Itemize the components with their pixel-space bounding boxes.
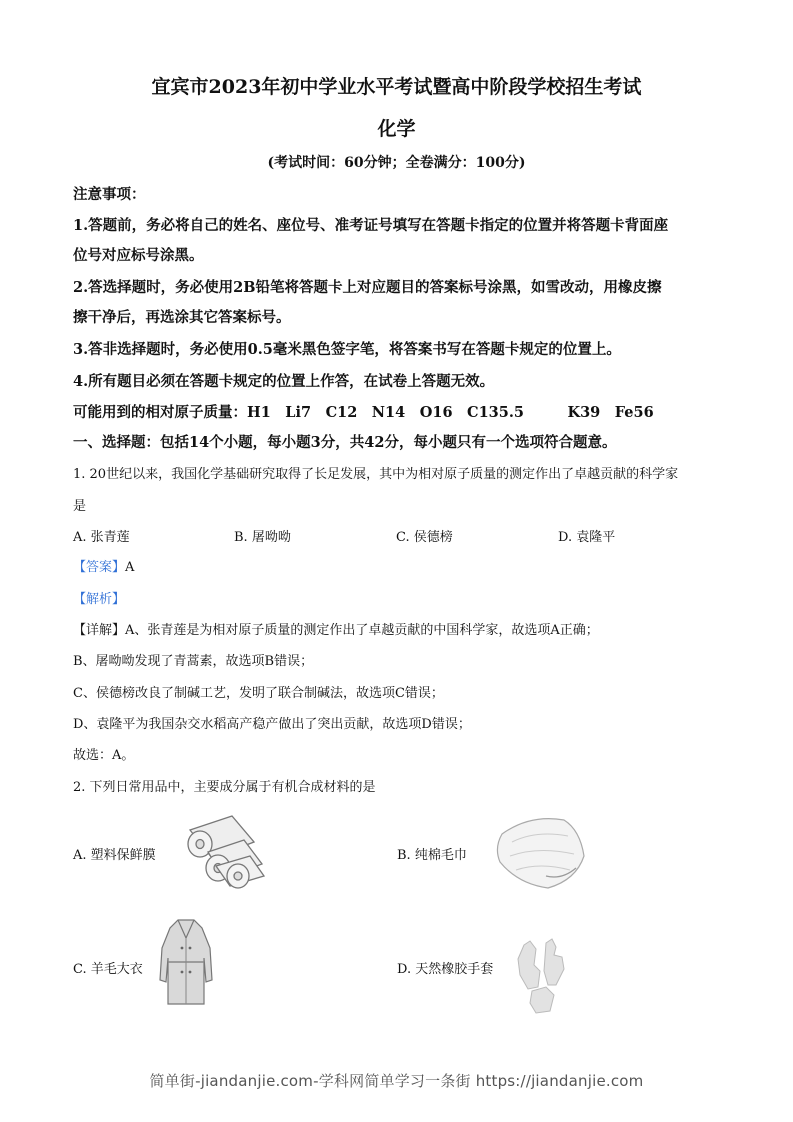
cotton-towel-image xyxy=(490,810,590,892)
q1-option-a: A. 张青莲 xyxy=(73,530,130,545)
q1-conclusion: 故选：A。 xyxy=(73,748,135,763)
footer-watermark: 简单街-jiandanjie.com-学科网简单学习一条街 https://jiandanjie.com xyxy=(149,1072,644,1090)
q1-option-c: C. 侯德榜 xyxy=(396,530,453,545)
answer-tag: 【答案】 xyxy=(73,560,126,575)
atomic-mass-line: 可能用到的相对原子质量：H1 Li7 C12 N14 O16 C135.5 K39 Fe56 xyxy=(73,404,654,421)
exam-title: 宜宾市2023年初中学业水平考试暨高中阶段学校招生考试 xyxy=(151,76,642,98)
notice-item-2-line-1: 2.答选择题时，务必使用2B铅笔将答题卡上对应题目的答案标号涂黑，如雪改动，用橡皮擦 xyxy=(73,279,662,296)
detail-tag: 【详解】 xyxy=(73,623,126,638)
q1-answer-line xyxy=(73,556,134,575)
q1-detail-line-4: D、袁隆平为我国杂交水稻高产稳产做出了突出贡献，故选项D错误； xyxy=(73,717,471,732)
q1-stem-line-2: 是 xyxy=(73,499,87,514)
q1-detail-line-1 xyxy=(73,619,599,638)
q2-option-a: A. 塑料保鲜膜 xyxy=(73,848,156,863)
answer-value: A xyxy=(125,560,135,575)
notice-item-2-line-2: 擦干净后，再选涂其它答案标号。 xyxy=(73,309,291,326)
notice-item-1-line-1: 1.答题前，务必将自己的姓名、座位号、准考证号填写在答题卡指定的位置并将答题卡背面座 xyxy=(73,217,669,234)
subject-title: 化学 xyxy=(377,118,416,140)
q1-option-d: D. 袁隆平 xyxy=(558,530,616,545)
q2-option-c: C. 羊毛大衣 xyxy=(73,962,143,977)
rubber-gloves-image xyxy=(510,935,574,1015)
q1-option-b: B. 屠呦呦 xyxy=(234,530,291,545)
q2-stem: 2. 下列日常用品中，主要成分属于有机合成材料的是 xyxy=(73,780,376,795)
plastic-wrap-rolls-image xyxy=(180,812,268,890)
q2-option-b: B. 纯棉毛巾 xyxy=(397,848,467,863)
detail-text: A、张青莲是为相对原子质量的测定作出了卓越贡献的中国科学家，故选项A正确； xyxy=(125,623,599,638)
exam-info: (考试时间：60分钟；全卷满分：100分) xyxy=(267,155,526,171)
notice-item-3: 3.答非选择题时，务必使用0.5毫米黑色签字笔，将答案书写在答题卡规定的位置上。 xyxy=(73,341,621,358)
q2-option-d: D. 天然橡胶手套 xyxy=(397,962,494,977)
q1-detail-line-2: B、屠呦呦发现了青蒿素，故选项B错误； xyxy=(73,654,314,669)
notice-item-1-line-2: 位号对应标号涂黑。 xyxy=(73,247,204,264)
notice-item-4: 4.所有题目必须在答题卡规定的位置上作答，在试卷上答题无效。 xyxy=(73,373,495,390)
wool-coat-image xyxy=(158,918,214,1006)
q1-detail-line-3: C、侯德榜改良了制碱工艺，发明了联合制碱法，故选项C错误； xyxy=(73,686,444,701)
notice-heading: 注意事项： xyxy=(73,186,146,203)
q1-stem-line-1: 1. 20世纪以来，我国化学基础研究取得了长足发展，其中为相对原子质量的测定作出了卓越贡献的科学家 xyxy=(73,467,679,482)
section-1-heading: 一、选择题：包括14个小题，每小题3分，共42分，每小题只有一个选项符合题意。 xyxy=(73,434,617,451)
analysis-tag: 【解析】 xyxy=(73,592,126,607)
